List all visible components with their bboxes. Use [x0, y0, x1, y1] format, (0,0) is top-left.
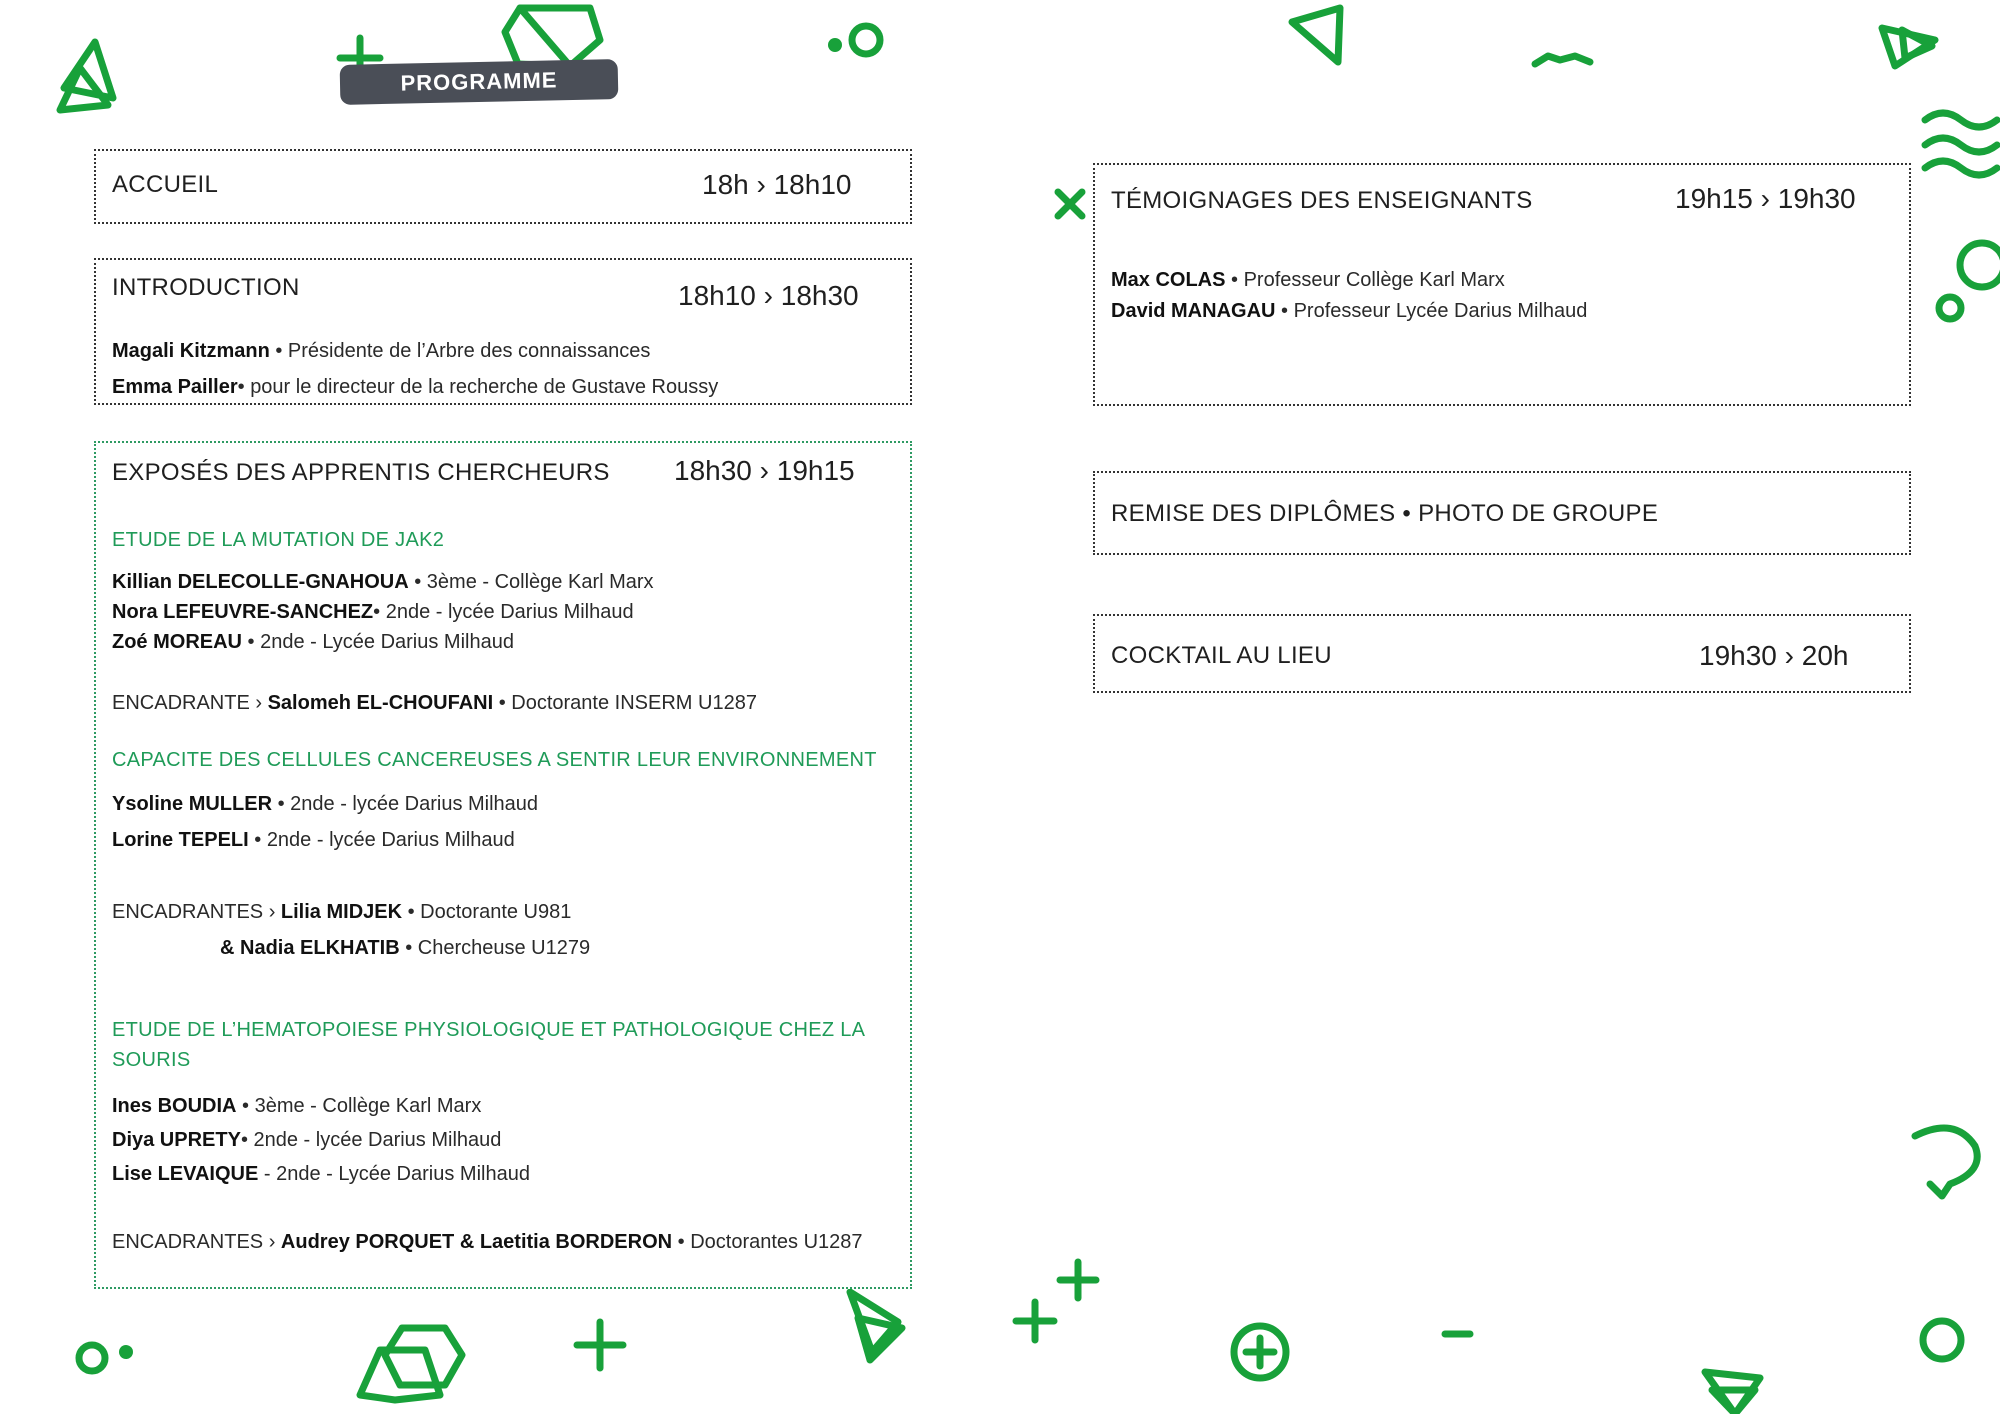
triangle-icon — [1292, 8, 1340, 62]
circle-icon — [1923, 1321, 1961, 1359]
teacher-role: Professeur Collège Karl Marx — [1243, 269, 1505, 291]
circle-icon — [1960, 243, 2000, 287]
supervisor-label: ENCADRANTES › — [112, 1231, 281, 1253]
supervisor-name: Lilia MIDJEK — [280, 901, 403, 923]
introduction-title: INTRODUCTION — [112, 274, 300, 301]
circle-icon — [852, 26, 880, 54]
topic-2-supervisor-2 — [220, 937, 590, 960]
circle-icon — [1939, 297, 1961, 319]
introduction-time: 18h10 › 18h30 — [678, 280, 859, 311]
student-role: 2nde - lycée Darius Milhaud — [266, 829, 515, 851]
speaker-role: pour le directeur de la recherche de Gustave Roussy — [250, 376, 719, 398]
topic-2-student-2 — [112, 829, 515, 852]
student-name: Nora LEFEUVRE-SANCHEZ — [112, 601, 374, 623]
student-name: Ines BOUDIA — [112, 1095, 237, 1117]
temoignages-title: TÉMOIGNAGES DES ENSEIGNANTS — [1111, 187, 1533, 214]
student-role: 3ème - Collège Karl Marx — [254, 1095, 482, 1117]
swirl-icon — [1915, 1128, 1977, 1196]
supervisor-label: ENCADRANTE › — [112, 692, 268, 714]
teacher-1 — [1111, 269, 1505, 292]
speaker-role: Présidente de l’Arbre des connaissances — [287, 340, 651, 362]
supervisor-role: • Doctorantes U1287 — [672, 1231, 863, 1253]
programme-tab: PROGRAMME — [340, 59, 619, 105]
student-role: 2nde - Lycée Darius Milhaud — [260, 631, 514, 653]
separator: • — [237, 376, 251, 398]
play-triangle-icon — [1882, 28, 1935, 66]
intro-speaker-2 — [112, 376, 718, 399]
plus-icon — [577, 1322, 623, 1368]
separator: • — [269, 340, 288, 362]
topic-3-student-3 — [112, 1163, 530, 1186]
topic-2-title: CAPACITE DES CELLULES CANCEREUSES A SENTIR LEUR ENVIRONNEMENT — [112, 749, 877, 771]
student-role: 2nde - Lycée Darius Milhaud — [276, 1163, 530, 1185]
separator: - — [258, 1163, 277, 1185]
separator: • — [1275, 300, 1294, 322]
cocktail-box — [1093, 614, 1911, 693]
accueil-title: ACCUEIL — [112, 171, 219, 198]
student-name: Lise LEVAIQUE — [112, 1163, 259, 1185]
supervisor-role: • Chercheuse U1279 — [399, 937, 591, 959]
separator: • — [408, 571, 427, 593]
supervisor-label: ENCADRANTES › — [112, 901, 281, 923]
separator: • — [242, 631, 261, 653]
topic-3-title: ETUDE DE L’HEMATOPOIESE PHYSIOLOGIQUE ET PATHOLOGIQUE CHEZ LA SOURIS — [112, 1019, 865, 1071]
student-name: Diya UPRETY — [112, 1129, 241, 1151]
topic-3-student-1 — [112, 1095, 481, 1118]
supervisor-name: Audrey PORQUET & Laetitia BORDERON — [280, 1231, 673, 1253]
dot-icon — [828, 38, 842, 52]
student-role: 2nde - lycée Darius Milhaud — [253, 1129, 502, 1151]
dot-icon — [119, 1345, 133, 1359]
exposes-time: 18h30 › 19h15 — [674, 455, 855, 486]
speaker-name: Magali Kitzmann — [112, 340, 270, 362]
student-name: Lorine TEPELI — [112, 829, 249, 851]
student-name: Killian DELECOLLE-GNAHOUA — [112, 571, 409, 593]
supervisor-name: Salomeh EL-CHOUFANI — [267, 692, 494, 714]
topic-3-student-2 — [112, 1129, 501, 1152]
cocktail-time: 19h30 › 20h — [1699, 640, 1849, 671]
accueil-time: 18h › 18h10 — [702, 169, 852, 200]
exposes-title: EXPOSÉS DES APPRENTIS CHERCHEURS — [112, 459, 610, 486]
topic-1-student-2 — [112, 601, 634, 624]
introduction-box — [94, 258, 912, 405]
teacher-role: Professeur Lycée Darius Milhaud — [1293, 300, 1588, 322]
close-x-icon — [1058, 192, 1082, 216]
topic-2-student-1 — [112, 793, 538, 816]
topic-1-student-3 — [112, 631, 514, 654]
triangle-icon — [850, 1292, 902, 1360]
hexagon-icon — [360, 1328, 462, 1400]
shape-fragment-icon — [1535, 56, 1590, 64]
student-role: 2nde - lycée Darius Milhaud — [385, 601, 634, 623]
topic-1-title: ETUDE DE LA MUTATION DE JAK2 — [112, 529, 445, 551]
triangle-icon — [60, 42, 113, 110]
accueil-box — [94, 149, 912, 224]
remise-title: REMISE DES DIPLÔMES • PHOTO DE GROUPE — [1111, 500, 1659, 527]
student-role: 3ème - Collège Karl Marx — [426, 571, 654, 593]
plus-icon — [1016, 1262, 1096, 1340]
intro-speaker-1 — [112, 340, 650, 363]
separator: • — [236, 1095, 255, 1117]
topic-1-student-1 — [112, 571, 654, 594]
separator: • — [272, 793, 291, 815]
supervisor-role: • Doctorante INSERM U1287 — [493, 692, 757, 714]
topic-1-supervisor — [112, 692, 757, 715]
topic-3-supervisor — [112, 1231, 863, 1254]
separator: • — [248, 829, 267, 851]
student-name: Ysoline MULLER — [112, 793, 273, 815]
exposes-box — [94, 441, 912, 1289]
separator: • — [1225, 269, 1244, 291]
teacher-name: Max COLAS — [1111, 269, 1226, 291]
supervisor-role: • Doctorante U981 — [402, 901, 572, 923]
temoignages-time: 19h15 › 19h30 — [1675, 183, 1856, 214]
remise-box — [1093, 471, 1911, 555]
supervisor-name: & Nadia ELKHATIB — [220, 937, 400, 959]
cocktail-title: COCKTAIL AU LIEU — [1111, 642, 1332, 669]
separator: • — [373, 601, 386, 623]
hexagon-icon — [505, 8, 600, 66]
student-role: 2nde - lycée Darius Milhaud — [290, 793, 539, 815]
teacher-2 — [1111, 300, 1587, 323]
separator: • — [240, 1129, 254, 1151]
wave-icon — [1925, 113, 1997, 175]
temoignages-box — [1093, 163, 1911, 406]
circle-plus-icon — [1234, 1326, 1286, 1378]
topic-2-supervisor-1 — [112, 901, 571, 924]
circle-icon — [79, 1345, 105, 1371]
triangle-icon — [1705, 1372, 1760, 1414]
speaker-name: Emma Pailler — [112, 376, 238, 398]
teacher-name: David MANAGAU — [1111, 300, 1276, 322]
student-name: Zoé MOREAU — [112, 631, 242, 653]
